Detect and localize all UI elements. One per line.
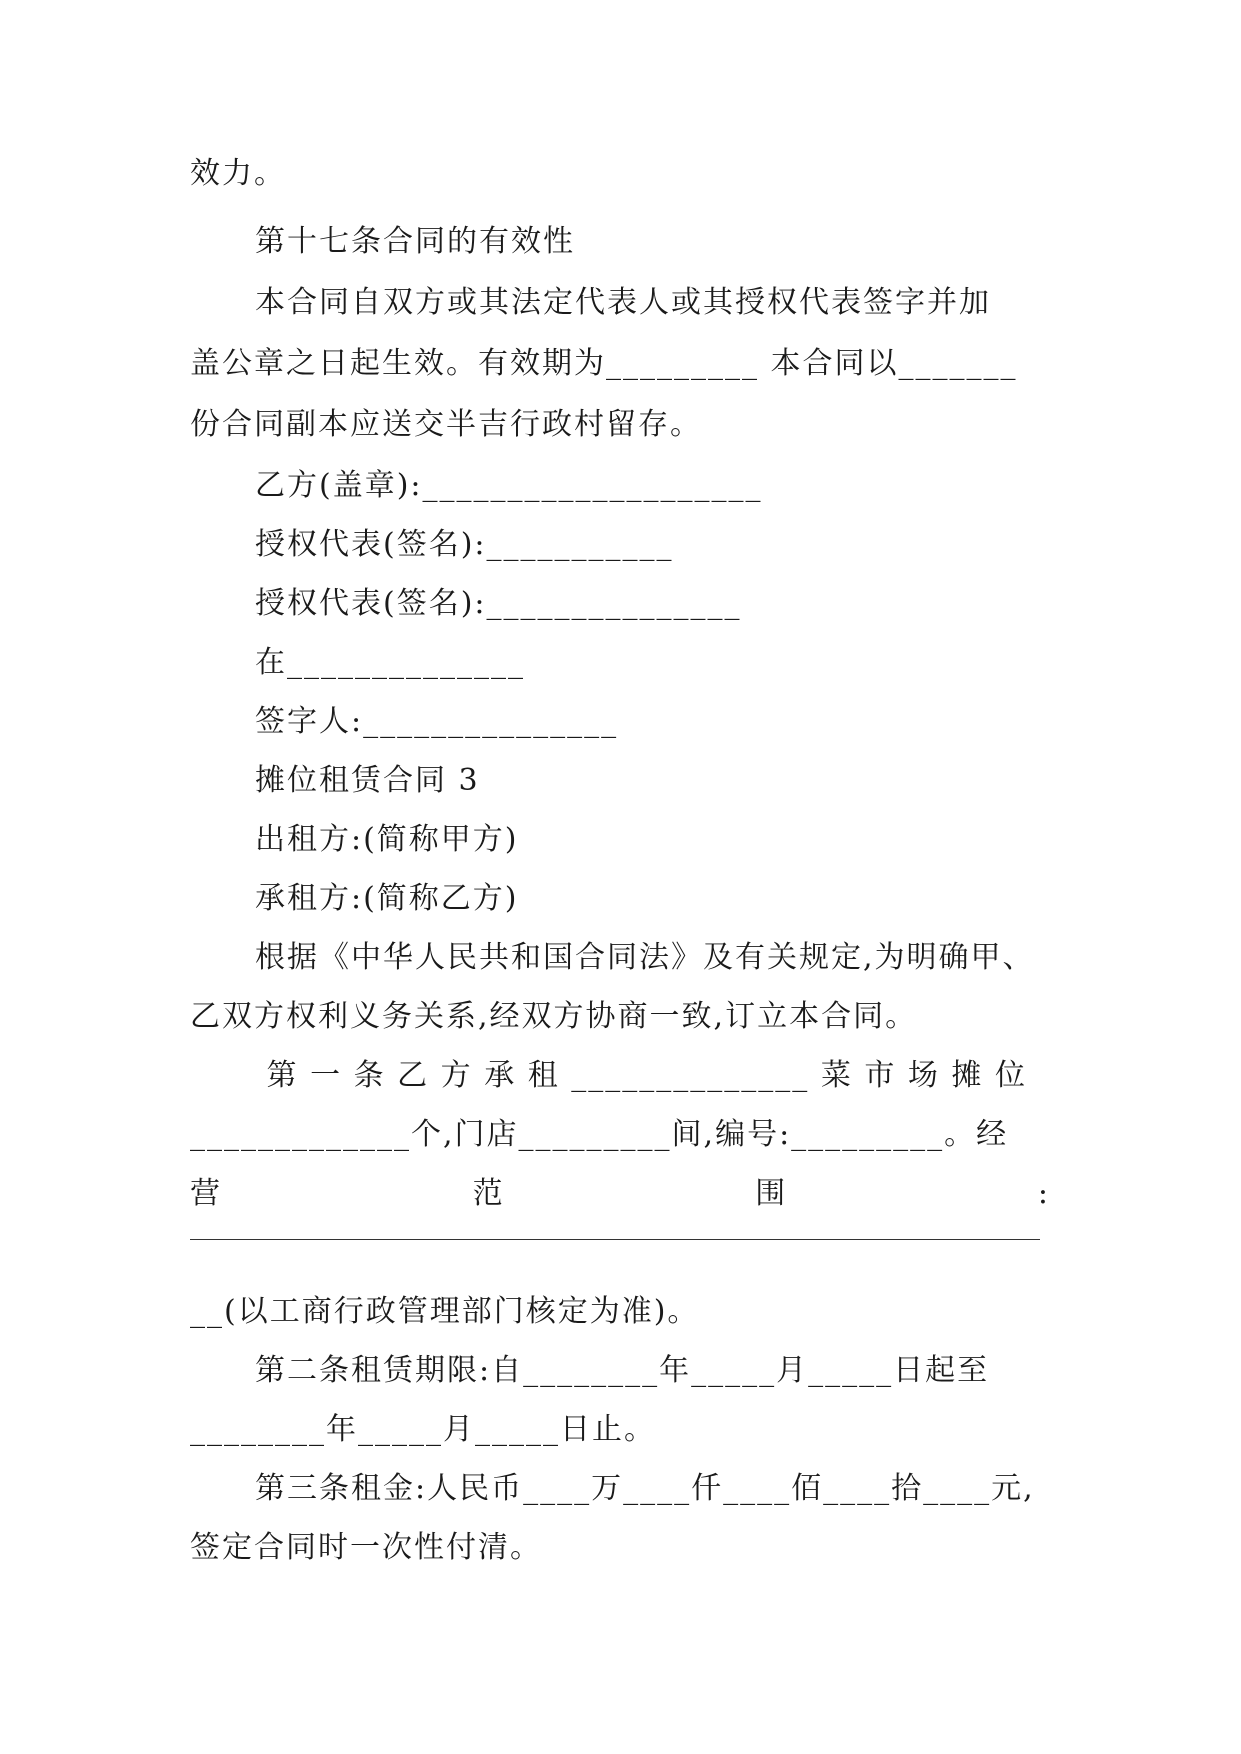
signature-line: 授权代表(签名):___________ [255, 527, 674, 562]
text-line: 效力。 [190, 156, 286, 191]
text-line: 乙双方权利义务关系,经双方协商一致,订立本合同。 [190, 999, 918, 1034]
article-line: 第 一 条 乙 方 承 租 ______________ 菜 市 场 摊 位 [255, 1058, 1027, 1093]
contract-title: 摊位租赁合同 3 [255, 763, 480, 798]
signature-line: 在______________ [255, 645, 525, 680]
article-line: 第二条租赁期限:自________年_____月_____日起至 [255, 1353, 990, 1388]
word: 围 [755, 1176, 788, 1211]
article-heading: 第十七条合同的有效性 [255, 224, 575, 259]
text-line: __(以工商行政管理部门核定为准)。 [190, 1294, 700, 1329]
article-line: 第三条租金:人民币____万____仟____佰____拾____元, [255, 1471, 1035, 1506]
party-line: 出租方:(简称甲方) [255, 822, 519, 857]
text-line: 根据《中华人民共和国合同法》及有关规定,为明确甲、 [255, 940, 1035, 975]
text-line: 签定合同时一次性付清。 [190, 1530, 542, 1565]
signature-line: 签字人:_______________ [255, 704, 619, 739]
word: 范 [472, 1176, 505, 1211]
party-line: 承租方:(简称乙方) [255, 881, 519, 916]
text-line-spaced [190, 1172, 1050, 1216]
text-line: 盖公章之日起生效。有效期为_________ 本合同以_______ [190, 346, 1018, 381]
text-line: ________年_____月_____日止。 [190, 1412, 656, 1447]
text-line: 份合同副本应送交半吉行政村留存。 [190, 407, 702, 442]
signature-line: 乙方(盖章):____________________ [255, 468, 763, 503]
text-line: _____________个,门店_________间,编号:_________。经 [190, 1117, 1009, 1152]
word: : [1037, 1176, 1050, 1211]
signature-line: 授权代表(签名):_______________ [255, 586, 742, 621]
text-line: 本合同自双方或其法定代表人或其授权代表签字并加 [255, 285, 991, 320]
blank-rule [190, 1239, 1040, 1240]
word: 营 [190, 1176, 222, 1211]
